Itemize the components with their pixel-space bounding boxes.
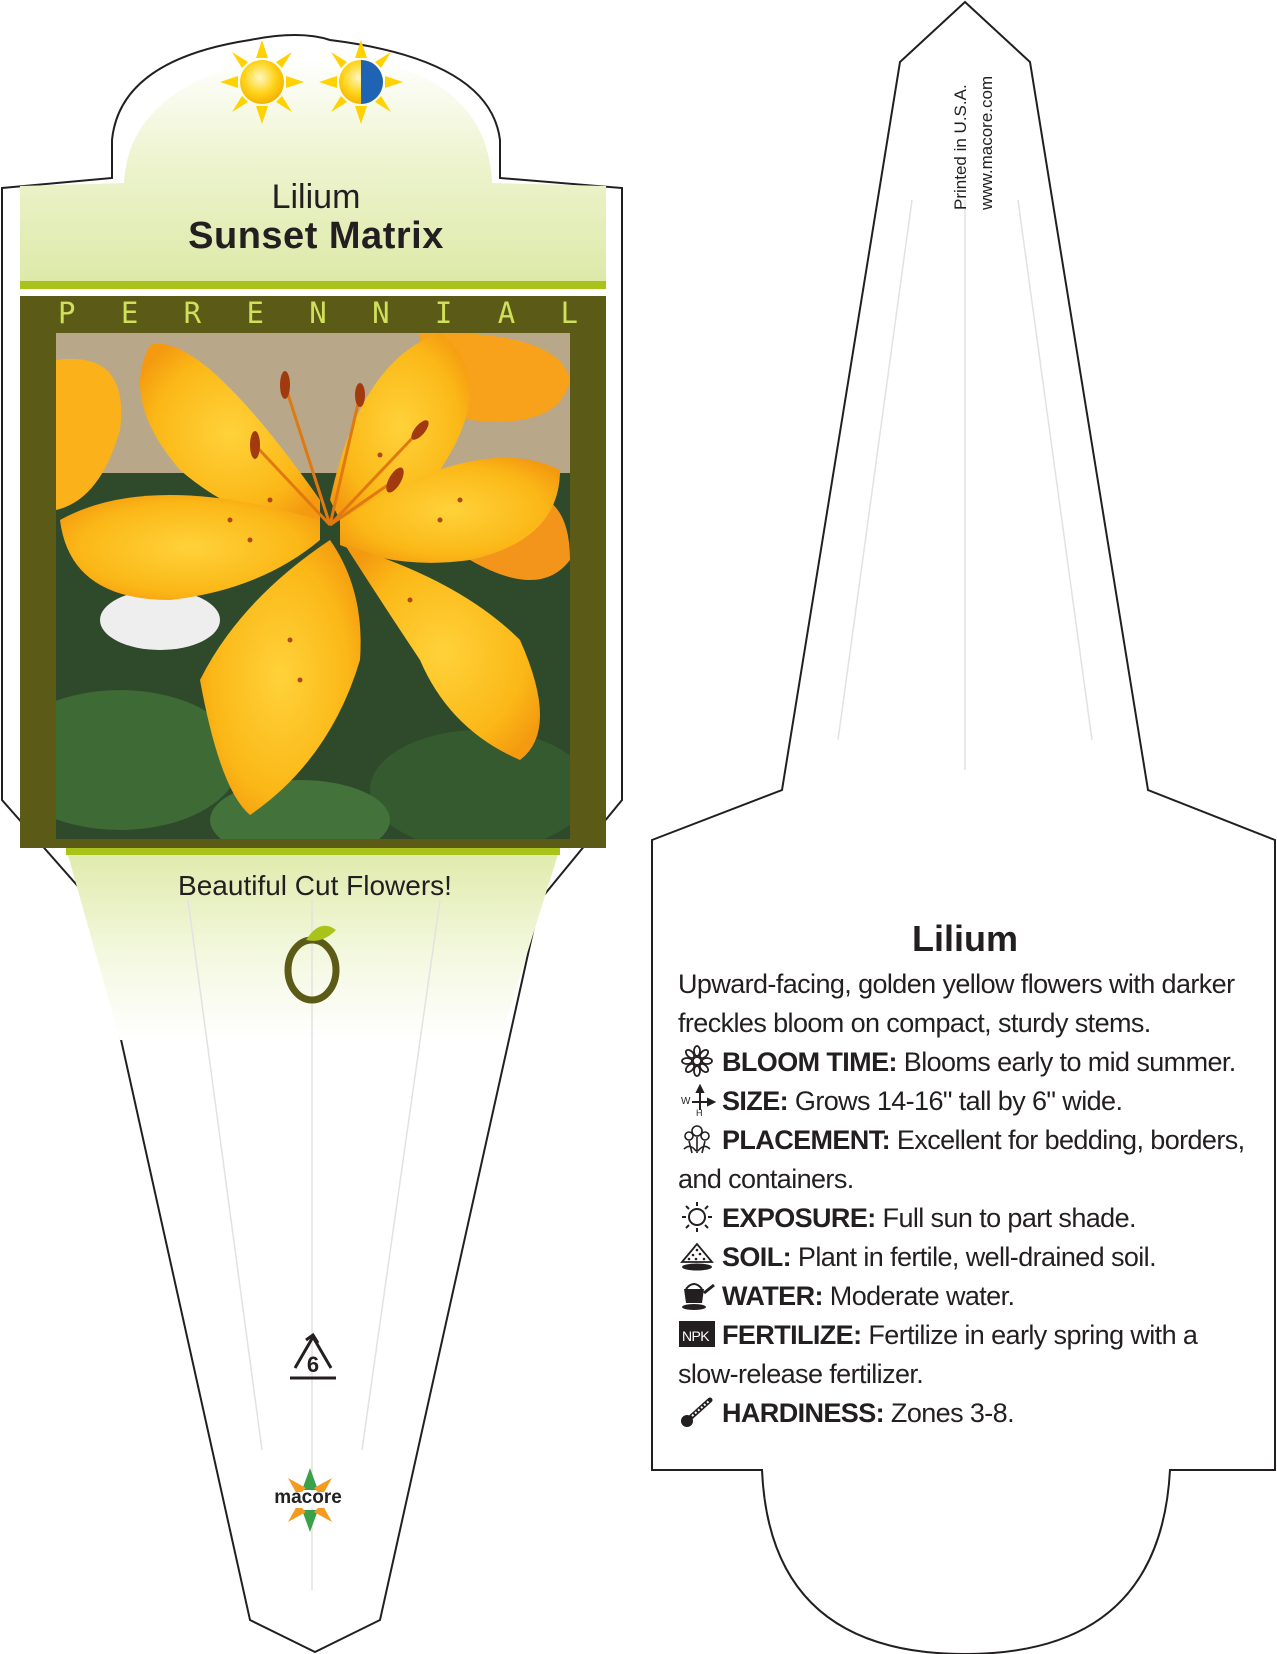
- attr-value: Full sun to part shade.: [882, 1203, 1136, 1233]
- npk-icon: [678, 1318, 716, 1350]
- tagline: Beautiful Cut Flowers!: [178, 870, 452, 901]
- printed-in: Printed in U.S.A.: [951, 84, 970, 210]
- attr-label: HARDINESS:: [722, 1398, 885, 1428]
- attr-value: Grows 14-16" tall by 6" wide.: [794, 1086, 1123, 1116]
- svg-text:W: W: [681, 1096, 690, 1107]
- attr-label: EXPOSURE:: [722, 1203, 876, 1233]
- flower-icon: [678, 1045, 716, 1077]
- category-letter: I: [434, 296, 453, 330]
- attr-water: [678, 1277, 1248, 1316]
- attr-label: SIZE:: [722, 1086, 789, 1116]
- attr-hardiness: [678, 1394, 1248, 1433]
- attr-label: WATER:: [722, 1281, 823, 1311]
- category-letter: N: [372, 296, 390, 330]
- size-arrows-icon: [678, 1084, 716, 1116]
- category-letter: E: [120, 296, 139, 330]
- placement-icon: [678, 1123, 716, 1155]
- cultivar-name: Sunset Matrix: [188, 215, 444, 257]
- attr-value: Moderate water.: [829, 1281, 1015, 1311]
- attr-label: PLACEMENT:: [722, 1125, 890, 1155]
- info-title: Lilium: [912, 918, 1018, 959]
- category-letter: P: [58, 296, 76, 330]
- attr-placement: [678, 1121, 1248, 1199]
- genus-name: Lilium: [271, 178, 361, 216]
- category-letter: L: [560, 296, 578, 330]
- attr-exposure: [678, 1199, 1248, 1238]
- sun-outline-icon: [678, 1201, 716, 1233]
- attr-bloom-time: [678, 1043, 1248, 1082]
- lily-photo: [0, 333, 590, 860]
- printer-info: [948, 76, 1000, 210]
- attr-size: [678, 1082, 1248, 1121]
- category-letter: E: [246, 296, 264, 330]
- info-body: [678, 965, 1248, 1433]
- front-header-rule: [20, 281, 606, 289]
- recycle-number: 6: [306, 1352, 320, 1377]
- thermometer-icon: [678, 1396, 716, 1428]
- attr-label: FERTILIZE:: [722, 1320, 862, 1350]
- attr-label: SOIL:: [722, 1242, 791, 1272]
- attr-soil: [678, 1238, 1248, 1277]
- brand-name: macore: [274, 1487, 342, 1508]
- attr-fertilize: [678, 1316, 1248, 1394]
- attr-label: BLOOM TIME:: [722, 1047, 897, 1077]
- full-sun-icon: [220, 40, 304, 124]
- attr-value: Blooms early to mid summer.: [903, 1047, 1236, 1077]
- category-label: [58, 296, 578, 330]
- attr-value: Plant in fertile, well-drained soil.: [797, 1242, 1156, 1272]
- svg-text:NPK: NPK: [682, 1328, 709, 1344]
- category-letter: N: [309, 296, 327, 330]
- attr-value: Fertilize in early spring with a slow-release fertilizer.: [678, 1320, 1198, 1389]
- category-letter: A: [497, 296, 516, 330]
- attr-value: Excellent for bedding, borders, and containers.: [678, 1125, 1245, 1194]
- soil-icon: [678, 1240, 716, 1272]
- svg-text:H: H: [696, 1108, 702, 1116]
- watering-can-icon: [678, 1279, 716, 1311]
- attr-value: Zones 3-8.: [890, 1398, 1014, 1428]
- category-letter: R: [183, 296, 202, 330]
- description: Upward-facing, golden yellow flowers with darker freckles bloom on compact, sturdy stems.: [678, 969, 1235, 1038]
- website: www.macore.com: [977, 75, 996, 210]
- part-shade-sun-icon: [319, 40, 403, 124]
